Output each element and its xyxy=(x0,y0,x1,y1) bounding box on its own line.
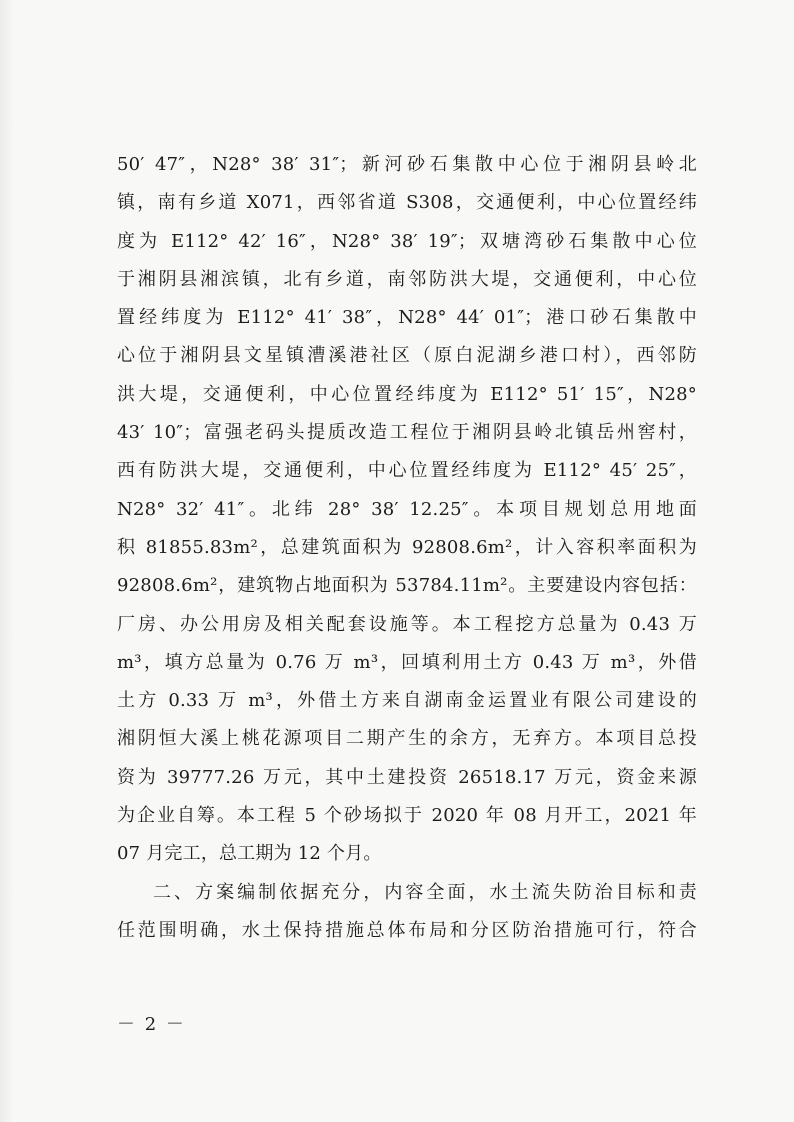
scan-shadow xyxy=(0,0,14,1122)
text-line: 07 月完工，总工期为 12 个月。 xyxy=(117,843,382,865)
text-line: 镇，南有乡道 X071，西邻省道 S308，交通便利，中心位置经纬 xyxy=(117,192,697,214)
text-line: 度为 E112° 42′ 16″，N28° 38′ 19″；双塘湾砂石集散中心位 xyxy=(117,230,697,252)
text-line: 置经纬度为 E112° 41′ 38″，N28° 44′ 01″；港口砂石集散中 xyxy=(117,307,697,329)
text-line: 土方 0.33 万 m³，外借土方来自湖南金运置业有限公司建设的 xyxy=(117,690,697,712)
text-line: N28° 32′ 41″。北纬 28° 38′ 12.25″。本项目规划总用地面 xyxy=(117,498,697,520)
text-line: 厂房、办公用房及相关配套设施等。本工程挖方总量为 0.43 万 xyxy=(117,613,697,635)
text-line: 资为 39777.26 万元，其中土建投资 26518.17 万元，资金来源 xyxy=(117,766,697,788)
text-line: 积 81855.83m²，总建筑面积为 92808.6m²，计入容积率面积为 xyxy=(117,536,697,558)
text-line: 湘阴恒大溪上桃花源项目二期产生的余方，无弃方。本项目总投 xyxy=(117,728,697,750)
text-line: 心位于湘阴县文星镇漕溪港社区（原白泥湖乡港口村），西邻防 xyxy=(117,345,697,367)
body-text xyxy=(117,146,697,950)
text-line: 92808.6m²，建筑物占地面积为 53784.11m²。主要建设内容包括： xyxy=(117,575,697,597)
text-line: 西有防洪大堤，交通便利，中心位置经纬度为 E112° 45′ 25″， xyxy=(117,460,697,482)
text-line: 于湘阴县湘滨镇，北有乡道，南邻防洪大堤，交通便利，中心位 xyxy=(117,268,697,290)
page-number: － 2 － xyxy=(117,1014,186,1035)
text-line: 洪大堤，交通便利，中心位置经纬度为 E112° 51′ 15″，N28° xyxy=(117,383,697,405)
text-line: 为企业自筹。本工程 5 个砂场拟于 2020 年 08 月开工，2021 年 xyxy=(117,805,697,827)
text-line: 任范围明确，水土保持措施总体布局和分区防治措施可行，符合 xyxy=(117,919,697,941)
text-line: 43′ 10″；富强老码头提质改造工程位于湘阴县岭北镇岳州窖村， xyxy=(117,422,697,444)
text-line: m³，填方总量为 0.76 万 m³，回填利用土方 0.43 万 m³，外借 xyxy=(117,651,697,673)
text-line: 50′ 47″，N28° 38′ 31″；新河砂石集散中心位于湘阴县岭北 xyxy=(117,154,697,175)
section-heading-line: 二、方案编制依据充分，内容全面，水土流失防治目标和责 xyxy=(153,881,697,903)
